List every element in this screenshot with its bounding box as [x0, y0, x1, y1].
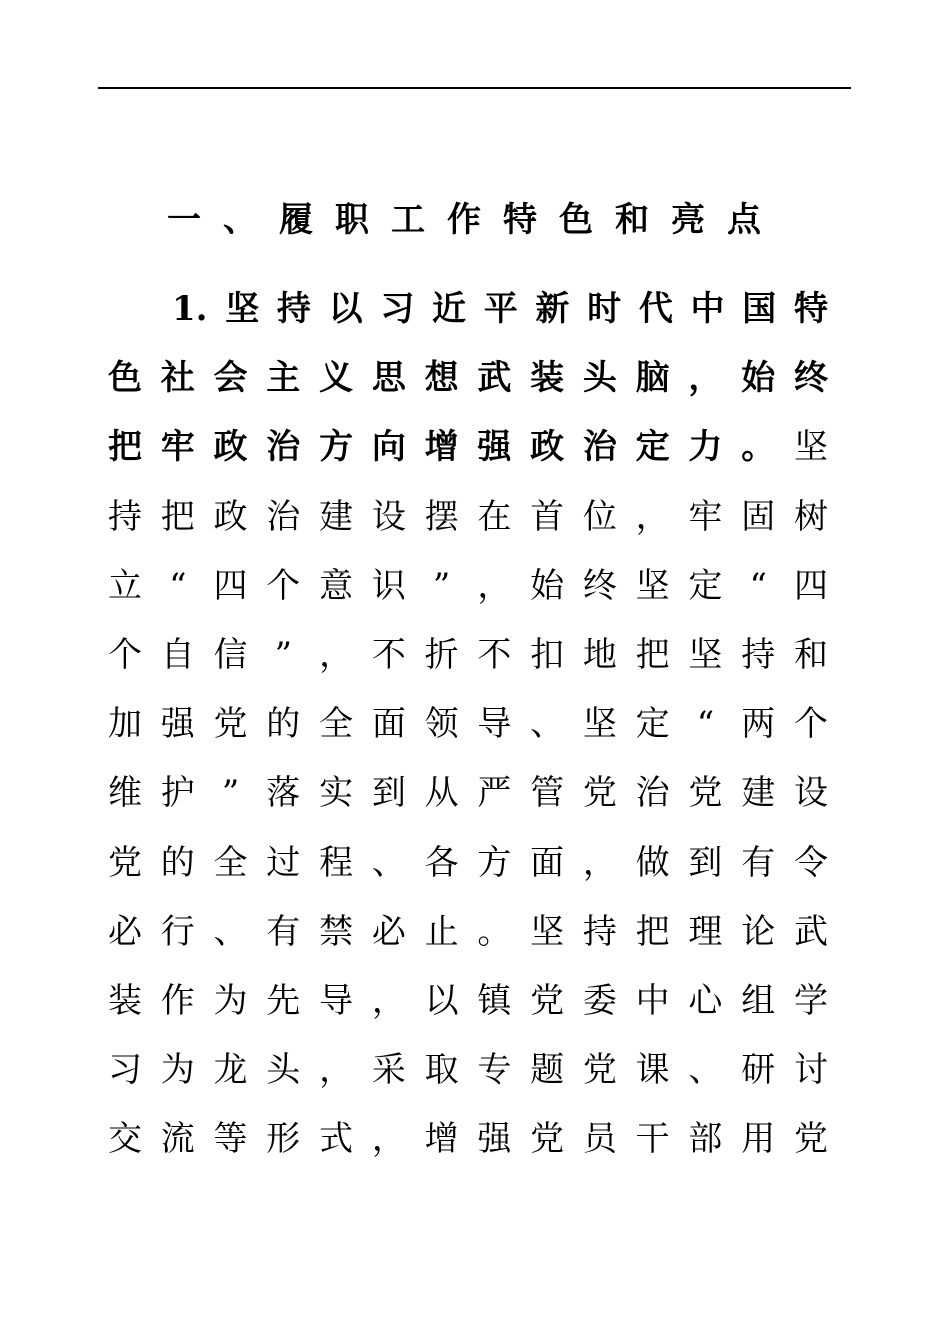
- body-char: 行: [160, 911, 195, 952]
- body-char: 坚: [530, 911, 565, 952]
- body-char: 龙: [213, 1050, 248, 1091]
- body-char: 信: [213, 635, 248, 675]
- body-char: ，: [371, 981, 406, 1021]
- body-line: [108, 897, 828, 967]
- body-char: 护: [160, 773, 195, 814]
- body-char: 义: [319, 358, 354, 399]
- body-char: 树: [793, 496, 828, 537]
- body-char: 向: [371, 427, 406, 468]
- body-char: 位: [582, 496, 617, 537]
- body-char: 题: [530, 1050, 565, 1091]
- body-char: “: [696, 704, 715, 745]
- body-char: 四: [213, 565, 248, 606]
- body-char: 、: [530, 704, 565, 745]
- body-char: 讨: [793, 1050, 828, 1091]
- body-char: 定: [688, 565, 723, 606]
- body-char: 地: [582, 635, 617, 675]
- body-char: 理: [688, 911, 723, 952]
- body-char: 装: [108, 981, 142, 1021]
- header-rule: [98, 87, 851, 89]
- body-char: 坚: [582, 704, 617, 745]
- body-char: ，: [582, 842, 617, 883]
- body-char: 委: [582, 981, 617, 1021]
- body-char: 装: [530, 358, 565, 399]
- body-char: 把: [635, 911, 670, 952]
- body-char: 过: [266, 842, 301, 883]
- body-char: 终: [582, 565, 617, 606]
- body-char: 党: [793, 1119, 828, 1160]
- body-char: 必: [108, 911, 142, 952]
- body-char: 的: [266, 704, 301, 745]
- body-char: 立: [108, 565, 142, 606]
- body-char: 四: [793, 565, 828, 606]
- body-char: ，: [371, 1119, 406, 1160]
- body-char: 主: [266, 358, 301, 399]
- body-char: 政: [213, 427, 248, 468]
- body-char: 以: [424, 981, 459, 1021]
- body-char: 终: [793, 358, 828, 399]
- body-char: 的: [160, 842, 195, 883]
- body-char: 党: [688, 773, 723, 814]
- body-char: 以: [328, 289, 363, 329]
- body-char: 代: [638, 289, 673, 329]
- body-char: 把: [108, 427, 142, 468]
- body-char: 脑: [635, 358, 670, 399]
- body-char: 增: [424, 427, 459, 468]
- body-char: 党: [582, 773, 617, 814]
- body-char: 武: [793, 911, 828, 952]
- body-char: 面: [371, 704, 406, 745]
- body-char: 落: [266, 773, 301, 814]
- body-char: 方: [477, 842, 512, 883]
- body-char: 令: [793, 842, 828, 883]
- body-char: 党: [530, 1119, 565, 1160]
- body-char: 中: [635, 981, 670, 1021]
- body-char: 、: [371, 842, 406, 883]
- body-char: 中: [690, 289, 725, 329]
- body-char: 全: [319, 704, 354, 745]
- body-char: 式: [319, 1119, 354, 1160]
- body-char: 强: [160, 704, 195, 745]
- body-char: ”: [432, 565, 451, 606]
- body-char: “: [169, 565, 187, 606]
- body-char: 研: [741, 1050, 776, 1091]
- body-char: 近: [432, 289, 467, 329]
- body-char: 心: [688, 981, 723, 1021]
- body-char: 有: [266, 911, 301, 952]
- body-line: [108, 758, 828, 828]
- body-char: 学: [793, 981, 828, 1021]
- body-char: 色: [108, 358, 142, 399]
- body-line: [108, 828, 828, 898]
- body-char: 课: [635, 1050, 670, 1091]
- body-char: 个: [266, 565, 301, 606]
- body-char: 持: [108, 496, 142, 537]
- body-char: 固: [741, 496, 776, 537]
- body-char: 领: [424, 704, 459, 745]
- body-char: ，: [688, 358, 723, 399]
- body-char: 政: [530, 427, 565, 468]
- body-char: 交: [108, 1119, 142, 1160]
- body-char: 始: [741, 358, 776, 399]
- body-char: 平: [483, 289, 518, 329]
- body-char: 扣: [530, 635, 565, 675]
- body-char: 面: [530, 842, 565, 883]
- body-char: 方: [319, 427, 354, 468]
- body-char: 把: [160, 496, 195, 537]
- body-char: 到: [688, 842, 723, 883]
- body-char: 管: [530, 773, 565, 814]
- section-heading: 一、履职工作特色和亮点: [167, 200, 783, 240]
- body-char: 首: [530, 496, 565, 537]
- body-char: 实: [319, 773, 354, 814]
- body-char: 头: [582, 358, 617, 399]
- body-char: 不: [477, 635, 512, 675]
- body-char: 治: [582, 427, 617, 468]
- body-char: 建: [319, 496, 354, 537]
- body-char: 在: [477, 496, 512, 537]
- body-char: 不: [371, 635, 406, 675]
- body-char: 党: [530, 981, 565, 1021]
- body-char: 武: [477, 358, 512, 399]
- body-char: 镇: [477, 981, 512, 1021]
- body-char: 思: [371, 358, 406, 399]
- body-char: 个: [108, 635, 142, 675]
- body-char: 社: [160, 358, 195, 399]
- body-char: 。: [741, 427, 776, 468]
- body-char: 采: [371, 1050, 406, 1091]
- body-char: 国: [742, 289, 777, 329]
- body-line: [172, 274, 828, 344]
- body-char: 专: [477, 1050, 512, 1091]
- body-char: 严: [477, 773, 512, 814]
- body-line: [108, 551, 828, 621]
- body-char: 强: [477, 1119, 512, 1160]
- body-line: [108, 343, 828, 413]
- body-char: 必: [371, 911, 406, 952]
- body-char: 两: [741, 704, 776, 745]
- body-char: 全: [213, 842, 248, 883]
- body-char: 从: [424, 773, 459, 814]
- body-char: 止: [424, 911, 459, 952]
- body-char: 摆: [424, 496, 459, 537]
- body-char: 形: [266, 1119, 301, 1160]
- body-char: 禁: [319, 911, 354, 952]
- body-char: ”: [274, 635, 292, 675]
- body-char: ，: [477, 565, 512, 606]
- body-char: 治: [266, 496, 301, 537]
- body-char: ，: [319, 635, 354, 675]
- body-line: [108, 482, 828, 552]
- body-char: ”: [221, 773, 240, 814]
- body-char: 维: [108, 773, 142, 814]
- body-char: 定: [635, 427, 670, 468]
- body-char: 先: [266, 981, 301, 1021]
- body-char: 党: [108, 842, 142, 883]
- body-line: [108, 620, 828, 690]
- body-char: 等: [213, 1119, 248, 1160]
- body-char: 取: [424, 1050, 459, 1091]
- body-char: 建: [741, 773, 776, 814]
- body-char: 有: [741, 842, 776, 883]
- body-char: 持: [582, 911, 617, 952]
- body-char: 政: [213, 496, 248, 537]
- body-char: 持: [741, 635, 776, 675]
- body-line: [108, 1104, 828, 1174]
- body-char: “: [749, 565, 767, 606]
- body-char: 力: [688, 427, 723, 468]
- body-char: 自: [160, 635, 195, 675]
- body-char: 为: [213, 981, 248, 1021]
- body-char: 加: [108, 704, 142, 745]
- body-char: 牢: [160, 427, 195, 468]
- body-char: 用: [741, 1119, 776, 1160]
- body-char: 坚: [635, 565, 670, 606]
- body-char: ，: [635, 496, 670, 537]
- body-char: 流: [160, 1119, 195, 1160]
- body-char: 论: [741, 911, 776, 952]
- body-char: 头: [266, 1050, 301, 1091]
- body-char: 程: [319, 842, 354, 883]
- body-char: 坚: [688, 635, 723, 675]
- body-char: 、: [213, 911, 248, 952]
- body-char: 各: [424, 842, 459, 883]
- body-char: ，: [319, 1050, 354, 1091]
- body-char: 设: [793, 773, 828, 814]
- body-char: 干: [635, 1119, 670, 1160]
- body-line: [108, 412, 828, 482]
- body-char: 作: [160, 981, 195, 1021]
- body-char: 员: [582, 1119, 617, 1160]
- body-line: [108, 1035, 828, 1105]
- body-char: 个: [793, 704, 828, 745]
- body-char: 折: [424, 635, 459, 675]
- body-char: 做: [635, 842, 670, 883]
- body-char: 党: [582, 1050, 617, 1091]
- body-char: 定: [635, 704, 670, 745]
- body-line: [108, 966, 828, 1036]
- body-char: 党: [213, 704, 248, 745]
- body-char: 。: [477, 911, 512, 952]
- body-char: 1.: [172, 289, 208, 329]
- body-line: [108, 689, 828, 759]
- body-char: 想: [424, 358, 459, 399]
- body-char: 意: [319, 565, 354, 606]
- body-char: 导: [319, 981, 354, 1021]
- body-char: 增: [424, 1119, 459, 1160]
- body-char: 坚: [793, 427, 828, 468]
- body-char: 导: [477, 704, 512, 745]
- body-char: 治: [635, 773, 670, 814]
- body-char: 把: [635, 635, 670, 675]
- body-char: 识: [371, 565, 406, 606]
- body-char: 会: [213, 358, 248, 399]
- body-char: 、: [688, 1050, 723, 1091]
- body-char: 特: [793, 289, 828, 329]
- body-char: 设: [371, 496, 406, 537]
- body-char: 持: [276, 289, 311, 329]
- body-char: 强: [477, 427, 512, 468]
- body-char: 组: [741, 981, 776, 1021]
- body-char: 治: [266, 427, 301, 468]
- body-char: 习: [380, 289, 415, 329]
- body-char: 始: [530, 565, 565, 606]
- body-char: 习: [108, 1050, 142, 1091]
- body-char: 坚: [225, 289, 260, 329]
- body-char: 牢: [688, 496, 723, 537]
- body-char: 和: [793, 635, 828, 675]
- body-char: 时: [587, 289, 622, 329]
- body-char: 新: [535, 289, 570, 329]
- body-char: 到: [371, 773, 406, 814]
- body-char: 为: [160, 1050, 195, 1091]
- body-char: 部: [688, 1119, 723, 1160]
